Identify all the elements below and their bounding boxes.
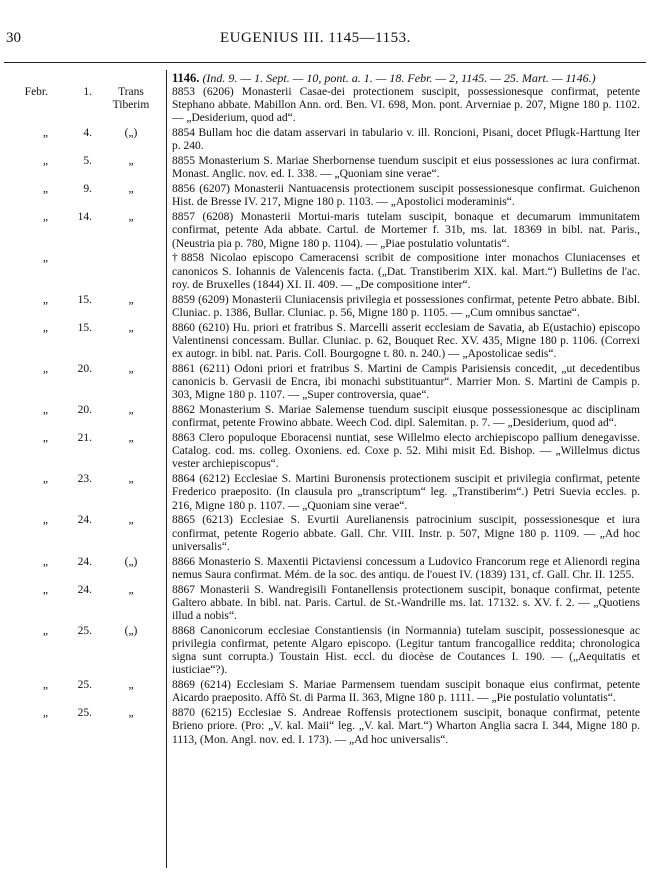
page-header — [0, 30, 650, 52]
entry-date — [2, 86, 94, 99]
entry-place: „ — [128, 183, 134, 196]
entry-date — [2, 404, 94, 417]
entry-day: 25. — [77, 679, 92, 692]
entry-row — [0, 183, 650, 209]
entry-month: „ — [42, 473, 48, 486]
entry-row — [0, 514, 650, 554]
page-title: EUGENIUS III. 1145—1153. — [220, 30, 411, 46]
entry-row — [0, 584, 650, 624]
entry-month: „ — [42, 127, 48, 140]
entry-place: „ — [128, 362, 134, 375]
entry-date — [2, 707, 94, 720]
entry-date — [2, 211, 94, 224]
entry-date — [2, 679, 94, 692]
entry-day: 5. — [83, 155, 92, 168]
entry-day: 25. — [77, 624, 92, 637]
entry-day: 4. — [83, 127, 92, 140]
entry-date — [2, 625, 94, 638]
entry-date — [2, 155, 94, 168]
entry-row — [0, 294, 650, 320]
entry-month: „ — [42, 583, 48, 596]
entry-month: „ — [42, 293, 48, 306]
entry-text: 8861 (6211) Odoni priori et fratribus S. Martini de Campis Parisiensis concedit, „ut decedentibus canonicis b. Gervasii de Encra, ibi monachi substituantur“. Marrier Mon. S. Martini de Campis p. 303, Migne 180 p. 1107. — „Super controversia, quae“. — [172, 362, 640, 402]
entry-text: 8857 (6208) Monasterii Mortui-maris tutelam suscipit, bonaque et decumarum immunitatem confirmat, petente Ada abbate. Cartul. de Mortemer f. 31b, ms. lat. 18369 in bibl. nat. Paris., (Neustria pia p. 780, Migne 180 p. 1104). — „Piae postulatio voluntatis“. — [172, 211, 640, 250]
entry-month: „ — [42, 155, 48, 168]
entry-month: „ — [42, 404, 48, 417]
entry-month: „ — [42, 555, 48, 568]
entry-text: 8862 Monasterium S. Mariae Salemense tuendum suscipit eiusque possessionesque ac disciplinam confirmat, petente Frowino abbate. Weech Cod. dipl. Salemitan. p. 7. — „Desiderium, quod ad“. — [172, 404, 640, 430]
entry-row — [0, 252, 650, 292]
entry-day: 20. — [77, 404, 92, 417]
entry-date — [2, 127, 94, 140]
year-label: 1146. — [172, 71, 200, 85]
entry-place: „ — [128, 432, 134, 445]
entry-text: 8856 (6207) Monasterii Nantuacensis protectionem suscipit possessionesque confirmat. Guichenon Hist. de Bresse IV. 217, Migne 180 p. 1103. — „Apostolici moderaminis“. — [172, 183, 640, 209]
entry-text: 8853 (6206) Monasterii Casae-dei protectionem suscipit, possessionesque confirmat, petente Stephano abbate. Mabillon Ann. ord. Ben. VI. 698, Mon. pont. Arverniae p. 207, Migne 180 p. 1102. — „Desiderium, quod ad“. — [172, 86, 640, 125]
entry-date — [2, 432, 94, 445]
entry-day: 21. — [77, 432, 92, 445]
entry-date — [2, 363, 94, 376]
entry-place: „ — [128, 707, 134, 720]
entry-text: 8863 Clero populoque Eboracensi nuntiat, sese Willelmo electo archiepiscopo pallium denegavisse. Catalog. cod. ms. colleg. Oxoniens. ed. Coxe p. 52. Mihi misit Ed. Bishop. — „Willelmus dictus vester archiepiscopus“. — [172, 432, 640, 471]
entry-date — [2, 514, 94, 527]
entry-text: 8860 (6210) Hu. priori et fratribus S. Marcelli asserit ecclesiam de Savatia, ab E(ustachio) episcopo Valentinensi concessam. Bullar. Cluniac. p. 62, Bouquet Rec. XV. 435, Migne 180 p. 1106. (Correxi ex autogr. in bibl. nat. Paris. Coll. Bourgogne t. 80. n. 240.) — „Apostolicae sedis“. — [172, 321, 640, 361]
entry-row — [0, 679, 650, 705]
entry-place: Trans Tiberim — [112, 86, 150, 111]
year-indiction-detail: (Ind. 9. — 1. Sept. — 10, pont. a. 1. — 18. Febr. — 2, 1145. — 25. Mart. — 1146.) — [202, 71, 596, 85]
entry-day: 23. — [77, 473, 92, 486]
entry-row — [0, 473, 650, 513]
entry-place: („) — [124, 127, 138, 140]
entry-text: 8868 Canonicorum ecclesiae Constantiensis (in Normannia) tutelam suscipit, possessionesque ac privilegia confirmat, petente Algaro episcopo. (Legitur tantum francogallice reddita; chronologica signa sunt corrupta.) Toustain Hist. eccl. du diocèse de Coutances I. 190. — („Aequitatis et iusticiae“?). — [172, 624, 640, 677]
entry-month: „ — [42, 679, 48, 692]
entry-row — [0, 556, 650, 582]
entry-date — [2, 294, 94, 307]
entry-date — [2, 322, 94, 335]
entry-row — [0, 211, 650, 251]
entry-row — [0, 127, 650, 153]
entry-place: „ — [128, 473, 134, 486]
entry-day: 14. — [77, 211, 92, 224]
entry-place: „ — [128, 583, 134, 596]
entry-day: 9. — [83, 183, 92, 196]
regesta-entries — [0, 86, 650, 748]
header-rule — [4, 62, 646, 63]
entry-month: „ — [42, 211, 48, 224]
entry-row — [0, 432, 650, 472]
entry-place: („) — [124, 624, 138, 637]
entry-text: 8866 Monasterio S. Maxentii Pictaviensi concessum a Ludovico Francorum rege et Alienordi regina nemus Saura confirmat. Mém. de la soc. des antiqu. de l'ouest IV. (1839) 131, cf. Gall. Chr. II. 1255. — [172, 555, 640, 581]
entry-month: „ — [42, 432, 48, 445]
entry-month: „ — [42, 183, 48, 196]
entry-place: „ — [128, 155, 134, 168]
entry-row — [0, 86, 650, 126]
entry-text: †8858 Nicolao episcopo Cameracensi scribit de compositione inter monachos Cluniacenses et canonicos S. Iohannis de Valencenis facta. („Dat. Transtiberim XIX. kal. Mart.“) Bulletins de l'ac. roy. de Bruxelles (1844) XI. II. 409. — „De compositione inter“. — [172, 252, 640, 291]
entry-row — [0, 404, 650, 430]
entry-text: 8864 (6212) Ecclesiae S. Martini Buronensis protectionem suscipit et privilegia confirmat, petente Frederico praeposito. (In clausula pro „transcriptum“ leg. „Transtiberim“.) Petri Suevia eccles. p. 216, Migne 180 p. 1107. — „Quoniam sine verae“. — [172, 473, 640, 512]
entry-text: 8869 (6214) Ecclesiam S. Mariae Parmensem tuendam suscipit bonaque eius confirmat, petente Aicardo praeposito. Affò St. di Parma II. 363, Migne 180 p. 1111. — „Pie postulatio voluntatis“. — [172, 679, 640, 705]
entry-row — [0, 363, 650, 403]
entry-date — [2, 556, 94, 569]
entry-day: 24. — [77, 555, 92, 568]
entry-text: 8865 (6213) Ecclesiae S. Evurtii Aurelianensis patrocinium suscipit, possessionesque et iura confirmat, petente Rogerio abbate. Gall. Chr. VIII. Instr. p. 507, Migne 180 p. 1109. — „Ad hoc universalis“. — [172, 514, 640, 553]
entry-month: „ — [42, 321, 48, 334]
entry-place: „ — [128, 211, 134, 224]
entry-place: „ — [128, 679, 134, 692]
entry-text: 8870 (6215) Ecclesiae S. Andreae Roffensis protectionem suscipit, bonaque confirmat, petente Brieno priore. (Pro: „V. kal. Maii“ leg. „V. kal. Mart.“) Wharton Anglia sacra I. 344, Migne 180 p. 1113, (Mon. Angl. nov. ed. I. 173). — „Ad hoc universalis“. — [172, 707, 640, 746]
entry-text: 8854 Bullam hoc die datam asservari in tabulario v. ill. Roncioni, Pisani, docet Pflugk-Harttung Iter p. 240. — [172, 127, 640, 153]
entry-text: 8859 (6209) Monasterii Cluniacensis privilegia et possessiones confirmat, petente Petro abbate. Bibl. Cluniac. p. 1386, Bullar. Cluniac. p. 56, Migne 180 p. 1105. — „Cum omnibus sanctae“. — [172, 293, 640, 319]
entry-row — [0, 625, 650, 678]
entry-date — [2, 584, 94, 597]
entry-day: 24. — [77, 583, 92, 596]
entry-day: 1. — [83, 86, 92, 98]
entry-month: „ — [42, 707, 48, 720]
entry-row — [0, 322, 650, 362]
entry-row — [0, 707, 650, 747]
entry-month: „ — [42, 252, 48, 265]
entry-row — [0, 155, 650, 181]
entry-month: „ — [42, 362, 48, 375]
entry-place: („) — [124, 555, 138, 568]
entry-day: 25. — [77, 707, 92, 720]
entry-day: 20. — [77, 362, 92, 375]
entry-date — [2, 183, 94, 196]
entry-day: 15. — [77, 293, 92, 306]
entry-month: „ — [42, 514, 48, 527]
entry-day: 15. — [77, 321, 92, 334]
entry-place: „ — [128, 321, 134, 334]
entry-month: „ — [42, 624, 48, 637]
year-subheading — [172, 71, 646, 85]
page-number: 30 — [6, 30, 21, 46]
entry-place: „ — [128, 293, 134, 306]
entry-text: 8867 Monasterii S. Wandregisili Fontanellensis protectionem suscipit, bonaque confirmat, petente Galtero abbate. In bibl. nat. Paris. Cartul. de St.-Wandrille ms. lat. 17132. s. XV. f. 2. — „Quotiens illud a nobis“. — [172, 583, 640, 623]
entry-date — [2, 252, 94, 265]
entry-place: „ — [128, 404, 134, 417]
entry-day: 24. — [77, 514, 92, 527]
entry-text: 8855 Monasterium S. Mariae Sherbornense tuendum suscipit et eius possessiones ac iura confirmat. Monast. Anglic. nov. ed. I. 338. — „Quoniam sine verae“. — [172, 155, 640, 181]
entry-place: „ — [128, 514, 134, 527]
entry-date — [2, 473, 94, 486]
entry-month: Febr. — [24, 86, 48, 98]
